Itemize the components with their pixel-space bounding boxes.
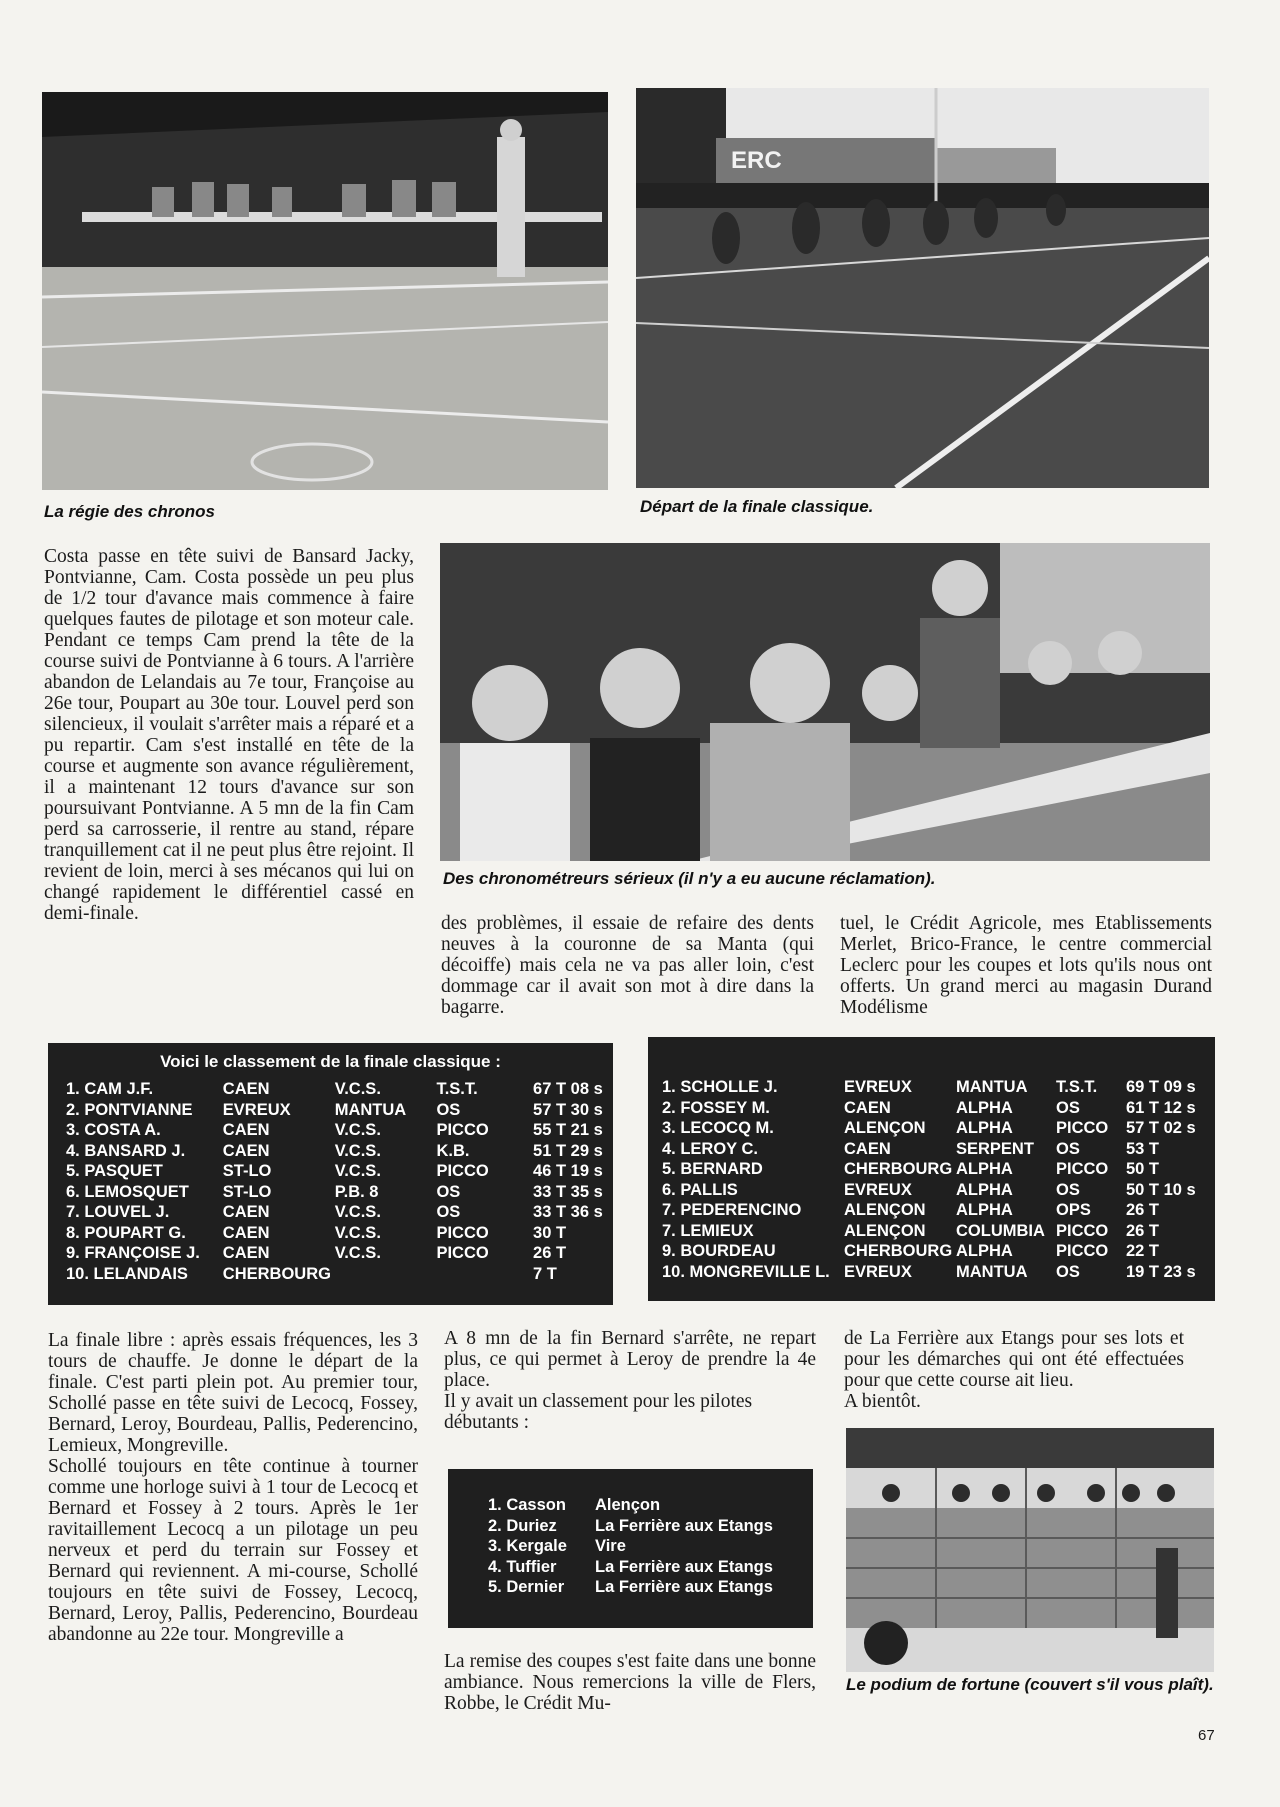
caption-photo-4: Le podium de fortune (couvert s'il vous plaît). (846, 1675, 1214, 1694)
debutants-row-cell: 4. Tuffier (488, 1557, 557, 1576)
classique-row-cell: EVREUX (222, 1100, 291, 1119)
classique-row-cell: 7 T (533, 1264, 557, 1283)
classique-row (66, 1243, 613, 1264)
libre-row (662, 1139, 1211, 1160)
results-title-classique: Voici le classement de la finale classique : (160, 1052, 501, 1071)
classique-row-cell: ST-LO (222, 1182, 272, 1201)
classique-row-cell: 67 T 08 s (533, 1080, 603, 1098)
classique-row-cell: 4. BANSARD J. (66, 1141, 186, 1160)
libre-row-cell: 3. LECOCQ M. (662, 1119, 774, 1137)
libre-row-cell: 69 T 09 s (1126, 1078, 1196, 1096)
libre-row-cell: PICCO (1056, 1221, 1109, 1240)
libre-row-cell: 5. BERNARD (662, 1160, 763, 1178)
paragraph-remise-coupes: La remise des coupes s'est faite dans une bonne ambiance. Nous remercions la ville de Flers, Robbe, le Crédit Mu- (444, 1651, 816, 1714)
classique-row-cell: 51 T 29 s (533, 1141, 603, 1160)
debutants-row-cell: 1. Casson (488, 1496, 566, 1514)
paragraph-a-bientot: A bientôt. (844, 1391, 921, 1412)
libre-row-cell: PICCO (1056, 1160, 1109, 1178)
debutants-row (488, 1577, 795, 1598)
caption-photo-1: La régie des chronos (44, 502, 215, 521)
debutants-row-cell: La Ferrière aux Etangs (595, 1516, 773, 1535)
article-text-col2-end (444, 1651, 816, 1714)
libre-row-cell: MANTUA (956, 1262, 1028, 1281)
libre-row-cell: 10. MONGREVILLE L. (662, 1262, 830, 1281)
classique-row-cell: V.C.S. (334, 1244, 381, 1262)
caption-photo-2: Départ de la finale classique. (640, 497, 874, 516)
paragraph-remerciements: tuel, le Crédit Agricole, mes Etablissements Merlet, Brico-France, le centre commercial Leclerc pour les coupes et lots qu'ils nous ont offerts. Un grand merci au magasin Durand Modélisme (840, 913, 1212, 1018)
libre-row-cell: ALPHA (956, 1098, 1013, 1117)
results-box-classique (48, 1043, 613, 1305)
classique-row-cell: OS (436, 1203, 461, 1221)
results-table-debutants (488, 1495, 795, 1598)
classique-row-cell: MANTUA (334, 1100, 407, 1119)
libre-row-cell: 7. PEDERENCINO (662, 1201, 802, 1219)
classique-row (66, 1182, 613, 1203)
results-table-classique (66, 1079, 613, 1284)
libre-row-cell: ALENÇON (844, 1201, 926, 1219)
results-box-debutants (448, 1469, 813, 1628)
classique-row-cell: T.S.T. (436, 1080, 478, 1098)
paragraph-scholle: Schollé toujours en tête continue à tourner comme une horloge suivi à 1 tour de Lecocq et Bernard et Fossey à 2 tours. Après le 1er ravitaillement Lecocq a un pilotage un peu nerveux et perd du terrain sur Fossey et Bernard qui reviennent. A mi-course, Schollé toujours en tête suivi de Fossey, Lecocq, Bernard, Leroy, Pallis, Pederencino, Bourdeau abandonne au 22e tour. Mongreville a (48, 1456, 418, 1645)
classique-row-cell: PICCO (436, 1223, 489, 1242)
classique-row-cell: K.B. (436, 1141, 470, 1160)
classique-row (66, 1264, 613, 1285)
leclerc-sign-text: ERC (731, 147, 782, 174)
classique-row-cell: PICCO (436, 1162, 489, 1180)
classique-row-cell: P.B. 8 (334, 1182, 379, 1201)
classique-row-cell: 10. LELANDAIS (66, 1264, 188, 1283)
libre-row-cell: OS (1056, 1262, 1080, 1281)
libre-row-cell: 19 T 23 s (1126, 1262, 1196, 1281)
classique-row-cell: V.C.S. (334, 1141, 381, 1160)
photo-depart-finale (636, 88, 1209, 488)
classique-row-cell: V.C.S. (334, 1223, 381, 1242)
debutants-row (488, 1557, 795, 1578)
classique-row (66, 1120, 613, 1141)
classique-row-cell: V.C.S. (334, 1162, 381, 1180)
article-text-col1-lower (48, 1330, 418, 1645)
classique-row-cell: 26 T (533, 1244, 567, 1262)
libre-row-cell: 61 T 12 s (1126, 1098, 1196, 1117)
debutants-row (488, 1495, 795, 1516)
libre-row-cell: PICCO (1056, 1242, 1109, 1260)
classique-row-cell: 6. LEMOSQUET (66, 1182, 189, 1201)
classique-row (66, 1223, 613, 1244)
caption-photo-3: Des chronométreurs sérieux (il n'y a eu aucune réclamation). (443, 869, 936, 888)
paragraph-finale-libre: La finale libre : après essais fréquences, les 3 tours de chauffe. Je donne le départ de la finale. C'est parti plein pot. Au premier tour, Schollé passe en tête suivi de Lecocq, Fossey, Bernard, Leroy, Bourdeau, Pallis, Pederencino, Lemieux, Mongreville. (48, 1330, 418, 1456)
debutants-row (488, 1516, 795, 1537)
libre-row (662, 1262, 1211, 1283)
classique-row-cell: 9. FRANÇOISE J. (66, 1244, 200, 1262)
paragraph-debutants-intro: Il y avait un classement pour les pilotes débutants : (444, 1391, 753, 1433)
libre-row-cell: 50 T (1126, 1160, 1160, 1178)
paragraph-problemes: des problèmes, il essaie de refaire des dents neuves à la couronne de sa Manta (qui décoiffe) mais cela ne va pas aller loin, c'est dommage car il avait son mot à dire dans la bagarre. (441, 913, 814, 1018)
libre-row (662, 1241, 1211, 1262)
libre-row-cell: CAEN (844, 1139, 891, 1158)
libre-row-cell: ALPHA (956, 1242, 1013, 1260)
libre-row-cell: OS (1056, 1180, 1080, 1199)
classique-row-cell: CAEN (222, 1223, 270, 1242)
libre-row-cell: ALPHA (956, 1160, 1013, 1178)
classique-row-cell: 1. CAM J.F. (66, 1080, 154, 1098)
libre-row-cell: 9. BOURDEAU (662, 1242, 776, 1260)
classique-row-cell: PICCO (436, 1244, 489, 1262)
libre-row-cell: ALPHA (956, 1201, 1013, 1219)
libre-row-cell: 57 T 02 s (1126, 1119, 1196, 1137)
libre-row-cell: 4. LEROY C. (662, 1139, 758, 1158)
classique-row-cell: OS (436, 1100, 461, 1119)
libre-row (662, 1118, 1211, 1139)
classique-row-cell: CAEN (222, 1080, 270, 1098)
debutants-row-cell: 2. Duriez (488, 1516, 557, 1535)
libre-row-cell: T.S.T. (1056, 1078, 1098, 1096)
classique-row (66, 1100, 613, 1121)
results-box-libre (648, 1037, 1215, 1301)
libre-row-cell: SERPENT (956, 1139, 1034, 1158)
libre-row (662, 1098, 1211, 1119)
classique-row-cell: V.C.S. (334, 1121, 381, 1139)
libre-row (662, 1221, 1211, 1242)
classique-row (66, 1141, 613, 1162)
classique-row-cell: PICCO (436, 1121, 489, 1139)
page-number: 67 (1198, 1727, 1215, 1744)
libre-row-cell: 6. PALLIS (662, 1180, 738, 1199)
libre-row-cell: CHERBOURG (844, 1242, 953, 1260)
libre-row (662, 1159, 1211, 1180)
classique-row-cell: ST-LO (222, 1162, 272, 1180)
libre-row-cell: EVREUX (844, 1078, 912, 1096)
libre-row-cell: EVREUX (844, 1180, 912, 1199)
libre-row-cell: CAEN (844, 1098, 891, 1117)
libre-row-cell: 50 T 10 s (1126, 1180, 1196, 1199)
classique-row-cell: 30 T (533, 1223, 567, 1242)
libre-row-cell: EVREUX (844, 1262, 912, 1281)
classique-row-cell: 7. LOUVEL J. (66, 1203, 170, 1221)
article-text-col2-upper (441, 913, 814, 1018)
classique-row-cell: 55 T 21 s (533, 1121, 603, 1139)
libre-row-cell: 2. FOSSEY M. (662, 1098, 770, 1117)
classique-row-cell: CAEN (222, 1121, 270, 1139)
article-text-col3-lower (844, 1328, 1184, 1412)
libre-row-cell: 1. SCHOLLE J. (662, 1078, 778, 1096)
classique-row-cell: 2. PONTVIANNE (66, 1100, 193, 1119)
classique-row-cell: OS (436, 1182, 461, 1201)
classique-row-cell: CAEN (222, 1244, 270, 1262)
classique-row-cell: V.C.S. (334, 1203, 381, 1221)
classique-row-cell: 57 T 30 s (533, 1100, 603, 1119)
libre-row-cell: COLUMBIA (956, 1221, 1045, 1240)
libre-row (662, 1200, 1211, 1221)
classique-row (66, 1079, 613, 1100)
classique-row-cell: CAEN (222, 1141, 270, 1160)
article-text-col3-upper (840, 913, 1212, 1018)
debutants-row-cell: La Ferrière aux Etangs (595, 1557, 773, 1576)
libre-row-cell: 26 T (1126, 1221, 1160, 1240)
article-text-col1 (44, 546, 414, 924)
libre-row-cell: 7. LEMIEUX (662, 1221, 754, 1240)
photo-chronometreurs (440, 543, 1210, 861)
article-text-col2-lower (444, 1328, 816, 1433)
classique-row-cell: 8. POUPART G. (66, 1223, 186, 1242)
classique-row-cell: 3. COSTA A. (66, 1121, 161, 1139)
classique-row-cell: CAEN (222, 1203, 270, 1221)
classique-row-cell: 5. PASQUET (66, 1162, 163, 1180)
classique-row-cell: 33 T 35 s (533, 1182, 603, 1201)
classique-row-cell: CHERBOURG (222, 1264, 331, 1283)
debutants-row-cell: 5. Dernier (488, 1578, 565, 1596)
debutants-row (488, 1536, 795, 1557)
results-table-libre (662, 1077, 1211, 1282)
libre-row-cell: OS (1056, 1139, 1080, 1158)
paragraph-ferriere: de La Ferrière aux Etangs pour ses lots et pour les démarches qui ont été effectuées pour que cette course ait lieu. (844, 1328, 1184, 1391)
debutants-row-cell: Alençon (595, 1496, 661, 1514)
classique-row (66, 1161, 613, 1182)
paragraph-costa: Costa passe en tête suivi de Bansard Jacky, Pontvianne, Cam. Costa possède un peu plus de 1/2 tour d'avance mais commence à faire quelques fautes de pilotage et son moteur cale. Pendant ce temps Cam prend la tête de la course suivi de Pontvianne à 6 tours. A l'arrière abandon de Lelandais au 7e tour, Françoise au 26e tour, Poupart au 30e tour. Louvel perd son silencieux, il voulait s'arrêter mais a réparé et a pu repartir. Cam s'est installé en tête de la course et augmente son avance régulièrement, il a maintenant 12 tours d'avance sur son poursuivant Pontvianne. A 5 mn de la fin Cam perd sa carrosserie, il rentre au stand, répare tranquillement cat il ne peut plus être rejoint. Il revient de loin, merci à ses mécanos qui lui on changé rapidement le différentiel cassé en demi-finale. (44, 546, 414, 924)
libre-row-cell: ALPHA (956, 1119, 1013, 1137)
photo-podium (846, 1428, 1214, 1672)
libre-row-cell: ALENÇON (844, 1221, 926, 1240)
libre-row-cell: 26 T (1126, 1201, 1160, 1219)
libre-row-cell: CHERBOURG (844, 1160, 953, 1178)
debutants-row-cell: 3. Kergale (488, 1537, 567, 1555)
libre-row-cell: MANTUA (956, 1078, 1028, 1096)
classique-row-cell: 33 T 36 s (533, 1203, 603, 1221)
libre-row-cell: 22 T (1126, 1242, 1160, 1260)
libre-row-cell: PICCO (1056, 1119, 1109, 1137)
debutants-row-cell: Vire (595, 1537, 626, 1555)
classique-row-cell: 46 T 19 s (533, 1162, 603, 1180)
photo-regie-chronos (42, 92, 608, 490)
libre-row (662, 1077, 1211, 1098)
libre-row-cell: OS (1056, 1098, 1080, 1117)
libre-row-cell: OPS (1056, 1201, 1091, 1219)
libre-row (662, 1180, 1211, 1201)
classique-row-cell: V.C.S. (334, 1080, 381, 1098)
classique-row-cell (335, 1264, 437, 1285)
libre-row-cell: ALENÇON (844, 1119, 926, 1137)
debutants-row-cell: La Ferrière aux Etangs (595, 1578, 773, 1596)
libre-row-cell: ALPHA (956, 1180, 1013, 1199)
libre-row-cell: 53 T (1126, 1139, 1160, 1158)
classique-row-cell (436, 1264, 533, 1285)
classique-row (66, 1202, 613, 1223)
paragraph-bernard: A 8 mn de la fin Bernard s'arrête, ne repart plus, ce qui permet à Leroy de prendre la 4e place. (444, 1328, 816, 1391)
